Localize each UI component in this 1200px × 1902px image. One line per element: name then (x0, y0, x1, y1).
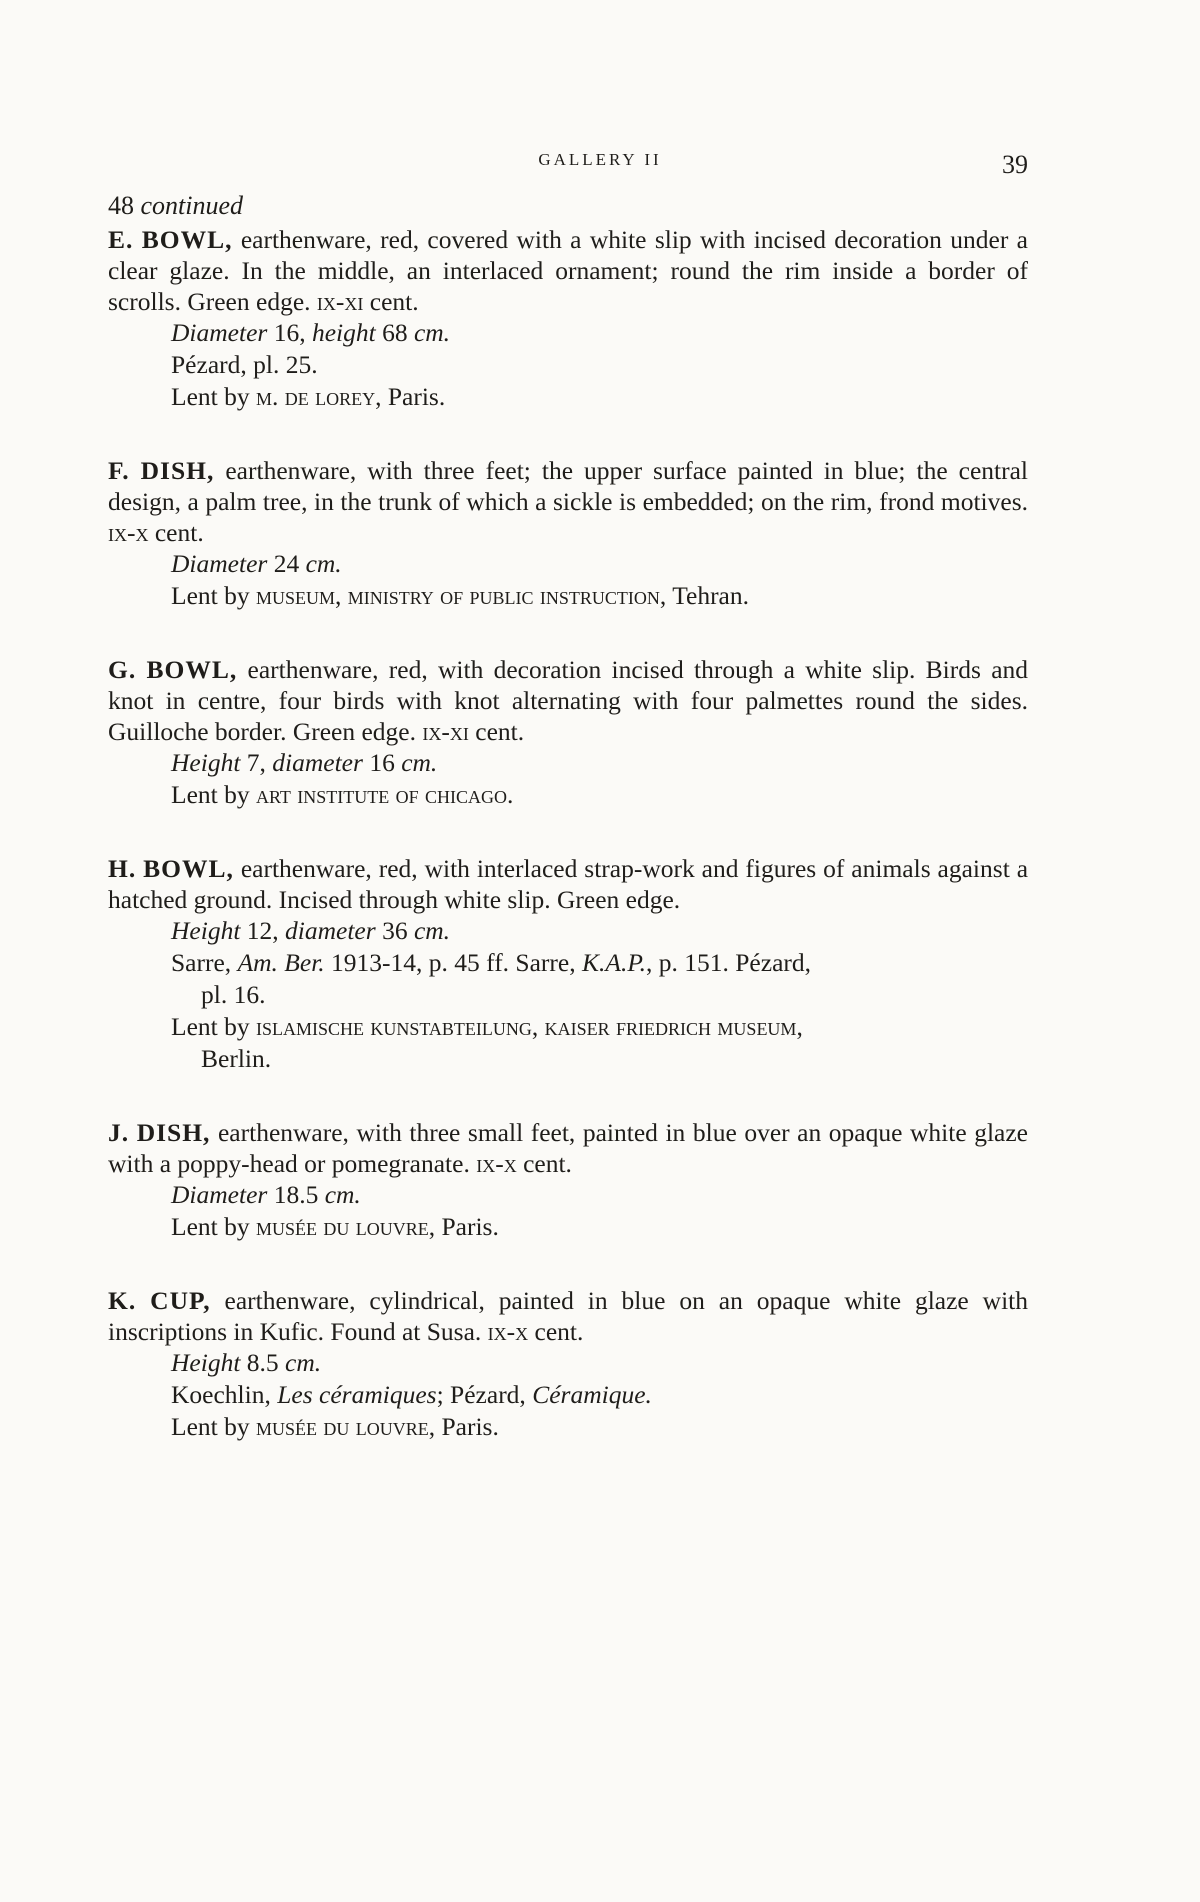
ref-title: Les céramiques (277, 1380, 437, 1409)
entry-century: ix-x (487, 1317, 529, 1346)
lender-place: Paris. (387, 382, 446, 411)
dim-label: Diameter (171, 1180, 268, 1209)
lender-name: m. de lorey, (255, 382, 382, 411)
entry-letter: E. (108, 225, 134, 254)
entry-dimensions (171, 1179, 1028, 1211)
entry-dimensions (171, 747, 1028, 779)
lender-name: musée du louvre, (255, 1412, 436, 1441)
lent-prefix: Lent by (171, 1012, 250, 1041)
catalogue-entry-g (108, 654, 1028, 811)
entry-dimensions (171, 548, 1028, 580)
entry-lender (171, 779, 1028, 811)
ref-detail: ; Pézard, (436, 1380, 526, 1409)
dim-value: 8.5 (246, 1348, 279, 1377)
dim-label: Diameter (171, 549, 268, 578)
lent-prefix: Lent by (171, 1212, 250, 1241)
catalogue-entry-e (108, 224, 1028, 413)
entry-century: ix-x (476, 1149, 517, 1178)
dim-unit: cm. (413, 318, 451, 347)
dim-value: 24 (273, 549, 300, 578)
entry-object: DISH, (140, 456, 215, 485)
entry-letter: K. (108, 1286, 137, 1315)
entry-lender (171, 1411, 1028, 1443)
entry-text: earthenware, red, with interlaced strap-work and figures of animals against a hatched ground. Incised through white slip. Green edge. (108, 854, 1029, 914)
entry-cent: cent. (523, 1149, 572, 1178)
dim-label: Height (171, 916, 241, 945)
entry-object: BOWL, (143, 854, 234, 883)
catalogue-entry-j (108, 1117, 1028, 1243)
lent-prefix: Lent by (171, 780, 250, 809)
dim-label: Diameter (171, 318, 268, 347)
dim-unit: cm. (324, 1180, 361, 1209)
ref-title-2: K.A.P. (582, 948, 646, 977)
ref-title: Am. Ber. (237, 948, 325, 977)
catalogue-content (108, 190, 1028, 1443)
entry-description (108, 1117, 1028, 1179)
entry-text: earthenware, cylindrical, painted in blue on an opaque white glaze with inscriptions in Kufic. Found at Susa. (108, 1286, 1029, 1346)
dim-value: 18.5 (273, 1180, 319, 1209)
entry-text: earthenware, red, covered with a white slip with incised decoration under a clear glaze. In the middle, an interlaced ornament; round the rim inside a border of scrolls. Green edge. (108, 225, 1029, 316)
entry-text: earthenware, red, with decoration incised through a white slip. Birds and knot in centre, four birds with knot alternating with four palmettes round the sides. Guilloche border. Green edge. (108, 655, 1029, 746)
dim-value-2: 68 (382, 318, 408, 347)
ref-detail-2: , p. 151. Pézard, (646, 948, 812, 977)
continued-label: continued (140, 191, 244, 220)
entry-letter: F. (108, 456, 130, 485)
entry-description (108, 1285, 1028, 1347)
entry-cent: cent. (475, 717, 525, 746)
entry-object: BOWL, (141, 225, 233, 254)
entry-dimensions (171, 915, 1028, 947)
entry-lender (171, 580, 1028, 612)
dim-value: 12, (246, 916, 279, 945)
entry-century: ix-x (108, 518, 149, 547)
ref-detail-3: pl. 16. (201, 980, 266, 1009)
dim-label: Height (171, 1348, 241, 1377)
entry-lender (171, 1011, 1028, 1075)
lent-prefix: Lent by (171, 382, 250, 411)
entry-century: ix-xi (316, 287, 364, 316)
ref-detail: 1913-14, p. 45 ff. Sarre, (331, 948, 576, 977)
dim-value-2: 36 (382, 916, 408, 945)
lender-name: musée du louvre, (255, 1212, 436, 1241)
lender-place: Paris. (441, 1412, 499, 1441)
lent-prefix: Lent by (171, 1412, 250, 1441)
lender-name: islamische kunstabteilung, kaiser friedrich museum, (255, 1012, 803, 1041)
continued-number: 48 (108, 191, 134, 220)
dim-unit: cm. (413, 916, 451, 945)
lender-place: Tehran. (672, 581, 750, 610)
catalogue-entry-k (108, 1285, 1028, 1443)
running-head: GALLERY II (538, 150, 662, 169)
dim-value: 16, (273, 318, 306, 347)
entry-cent: cent. (534, 1317, 584, 1346)
entry-reference (171, 947, 1028, 1011)
lender-name: art institute of chicago. (255, 780, 514, 809)
dim-label: Height (171, 748, 241, 777)
catalogue-entry-h (108, 853, 1028, 1075)
entry-text: earthenware, with three feet; the upper surface painted in blue; the central design, a palm tree, in the trunk of which a sickle is embedded; on the rim, frond motives. (108, 456, 1029, 516)
entry-letter: J. (108, 1118, 130, 1147)
entry-letter: G. (108, 655, 137, 684)
dim-unit: cm. (305, 549, 342, 578)
entry-lender (171, 1211, 1028, 1243)
entry-dimensions (171, 317, 1028, 349)
entry-description (108, 455, 1028, 548)
dim-value: 7, (246, 748, 266, 777)
entry-century: ix-xi (422, 717, 469, 746)
page-number: 39 (1002, 150, 1028, 179)
continued-heading (108, 190, 1028, 222)
dim-label-2: diameter (272, 748, 363, 777)
ref-title-2: Céramique. (532, 1380, 652, 1409)
entry-description (108, 853, 1028, 915)
lender-place: Berlin. (201, 1044, 272, 1073)
entry-object: CUP, (150, 1286, 211, 1315)
catalogue-entry-f (108, 455, 1028, 612)
ref-author: Sarre, (171, 948, 232, 977)
entry-letter: H. (108, 854, 137, 883)
entry-reference: Pézard, pl. 25. (171, 350, 318, 379)
entry-text: earthenware, with three small feet, painted in blue over an opaque white glaze with a poppy-head or pomegranate. (108, 1118, 1028, 1178)
dim-value-2: 16 (369, 748, 395, 777)
entry-object: BOWL, (146, 655, 238, 684)
dim-unit: cm. (285, 1348, 322, 1377)
lender-name: museum, ministry of public instruction, (255, 581, 667, 610)
lender-place: Paris. (441, 1212, 499, 1241)
entry-reference (171, 1379, 1028, 1411)
dim-unit: cm. (401, 748, 438, 777)
ref-author: Koechlin, (171, 1380, 271, 1409)
entry-description (108, 654, 1028, 747)
entry-object: DISH, (136, 1118, 211, 1147)
entry-cent: cent. (154, 518, 204, 547)
entry-description (108, 224, 1028, 317)
entry-cent: cent. (369, 287, 419, 316)
dim-label-2: height (311, 318, 376, 347)
entry-lender (171, 381, 1028, 413)
entry-dimensions (171, 1347, 1028, 1379)
dim-label-2: diameter (285, 916, 376, 945)
lent-prefix: Lent by (171, 581, 250, 610)
page-header (0, 150, 1200, 190)
